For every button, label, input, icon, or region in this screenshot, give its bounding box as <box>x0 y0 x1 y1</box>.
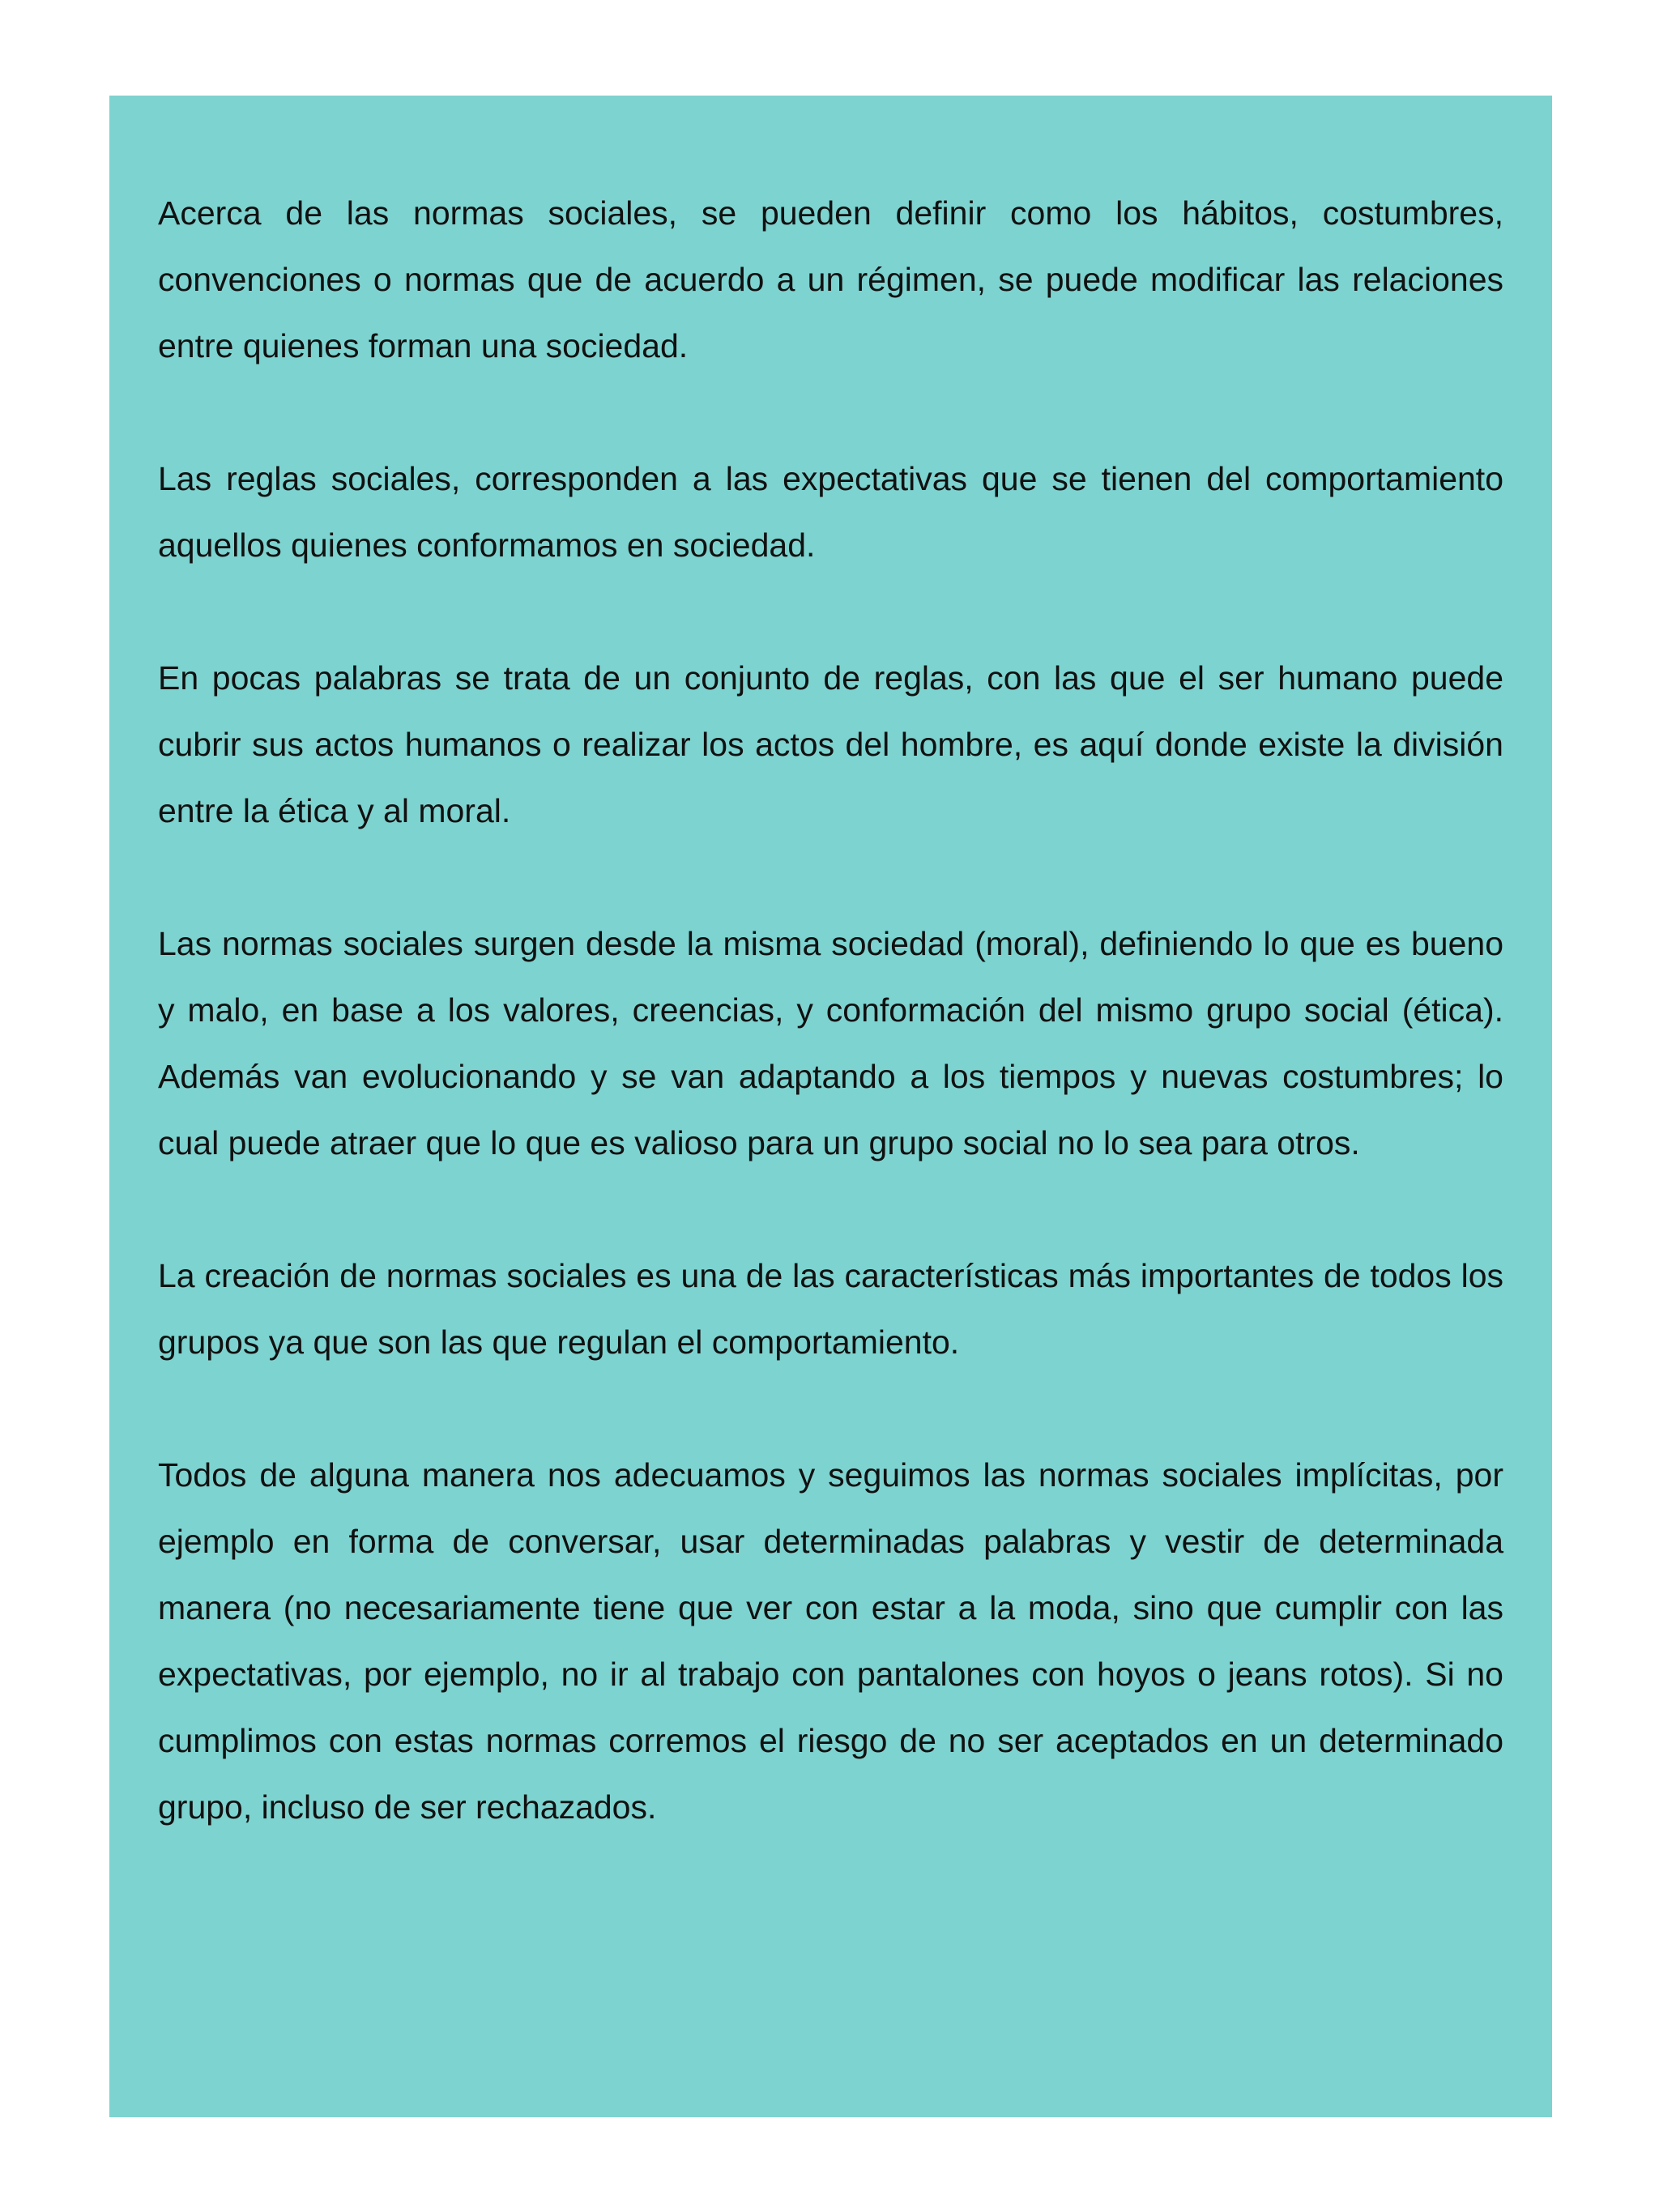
paragraph-4: Las normas sociales surgen desde la misma sociedad (moral), definiendo lo que es bueno y malo, en base a los valores, creencias, y conformación del mismo grupo social (ética). Además van evolucionando y se van adaptando a los tiempos y nuevas costumbres; lo cual puede atraer que lo que es valioso para un grupo social no lo sea para otros. <box>158 925 1503 1161</box>
paragraph-6: Todos de alguna manera nos adecuamos y seguimos las normas sociales implícitas, por ejemplo en forma de conversar, usar determinadas palabras y vestir de determinada manera (no necesariamente tiene que ver con estar a la moda, sino que cumplir con las expectativas, por ejemplo, no ir al trabajo con pantalones con hoyos o jeans rotos). Si no cumplimos con estas normas corremos el riesgo de no ser aceptados en un determinado grupo, incluso de ser rechazados. <box>158 1456 1503 1826</box>
paragraph-2: Las reglas sociales, corresponden a las expectativas que se tienen del comportamiento aquellos quienes conformamos en sociedad. <box>158 460 1503 564</box>
content-panel <box>109 96 1552 2117</box>
paragraph-1: Acerca de las normas sociales, se pueden definir como los hábitos, costumbres, convenciones o normas que de acuerdo a un régimen, se puede modificar las relaciones entre quienes forman una sociedad. <box>158 194 1503 364</box>
paragraph-5: La creación de normas sociales es una de las características más importantes de todos los grupos ya que son las que regulan el comportamiento. <box>158 1257 1503 1361</box>
paragraph-3: En pocas palabras se trata de un conjunto de reglas, con las que el ser humano puede cubrir sus actos humanos o realizar los actos del hombre, es aquí donde existe la división entre la ética y al moral. <box>158 659 1503 829</box>
